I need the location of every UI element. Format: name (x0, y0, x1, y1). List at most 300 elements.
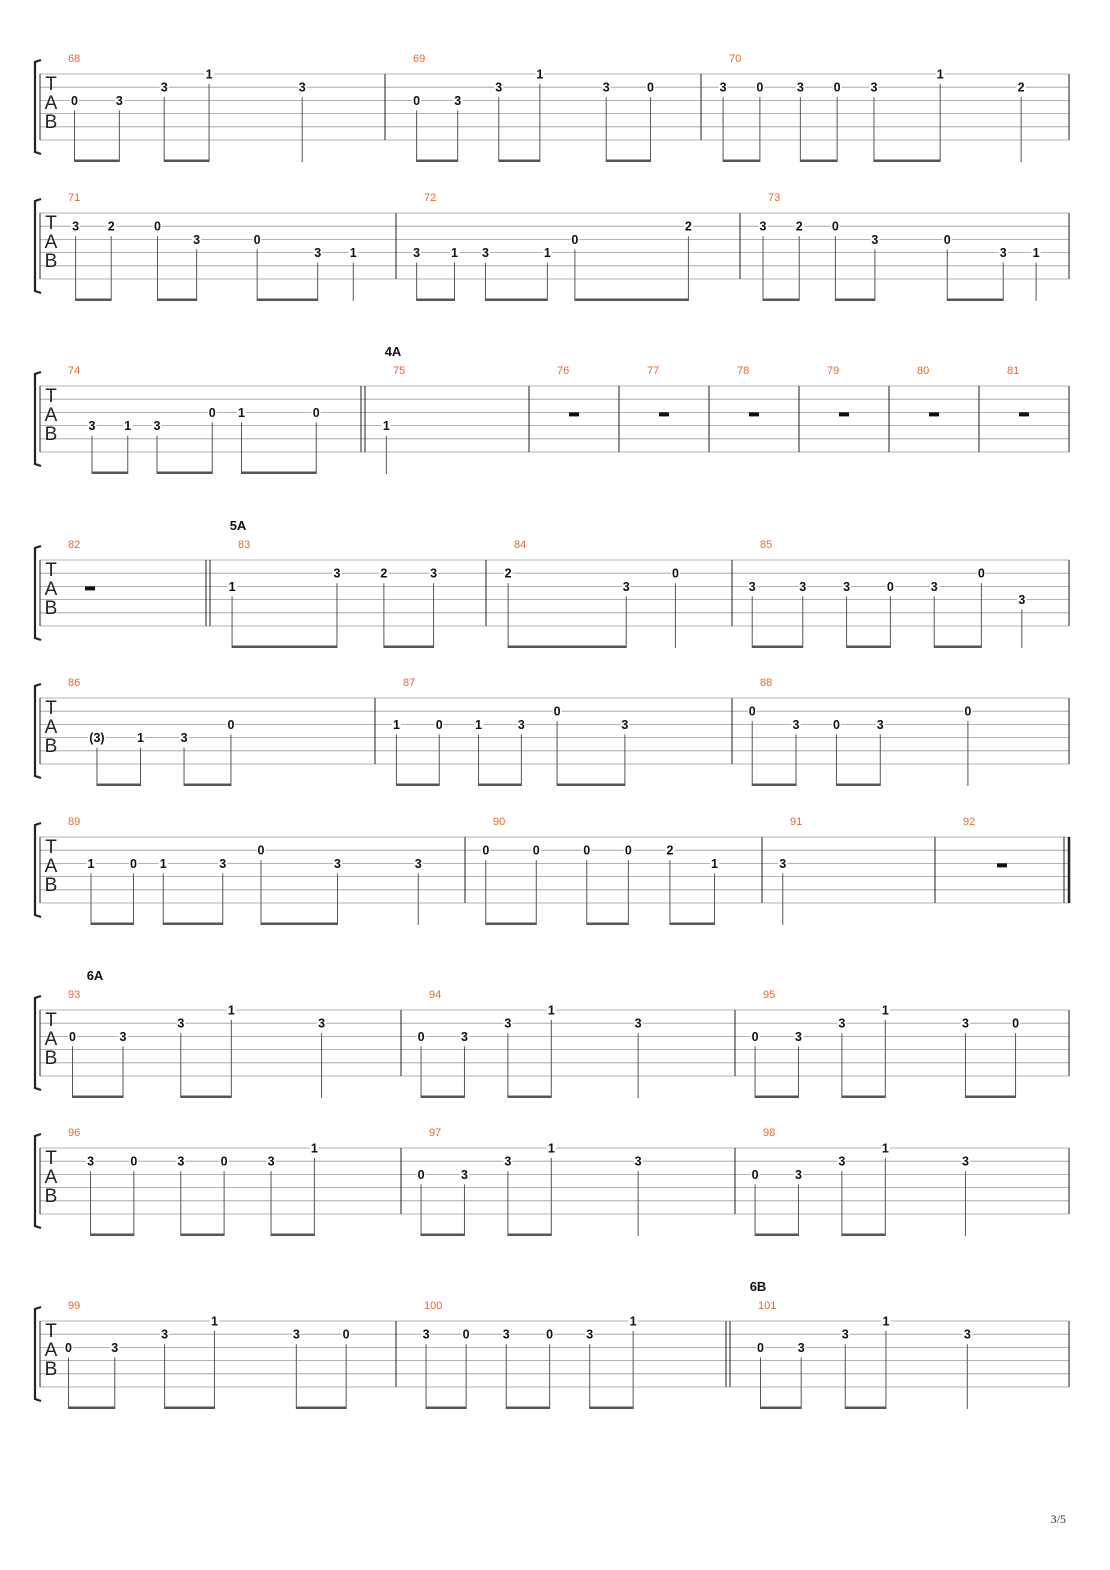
fret-number[interactable]: 3 (193, 232, 201, 247)
fret-number[interactable]: 0 (482, 843, 490, 858)
fret-number[interactable]: 1 (87, 856, 95, 871)
measure-81 (1007, 365, 1029, 416)
fret-number[interactable]: 2 (107, 219, 115, 234)
measure-88 (748, 677, 973, 786)
note-beam (670, 923, 715, 926)
fret-number[interactable]: 3 (634, 1154, 642, 1169)
fret-number[interactable]: 3 (88, 419, 96, 434)
fret-number[interactable]: 1 (543, 246, 551, 261)
fret-number[interactable]: 3 (961, 1016, 969, 1031)
whole-rest (85, 586, 95, 590)
fret-number[interactable]: 1 (137, 731, 144, 746)
note-beam (163, 923, 223, 926)
fret-number[interactable]: 0 (546, 1327, 554, 1342)
fret-number[interactable]: 0 (671, 566, 679, 581)
fret-number[interactable]: 3 (792, 717, 800, 732)
measure-number: 93 (68, 989, 81, 1001)
fret-number[interactable]: 0 (208, 405, 216, 420)
note-beam (508, 1096, 551, 1099)
fret-number[interactable]: 1 (382, 419, 390, 434)
fret-number[interactable]: 0 (832, 717, 840, 732)
fret-number[interactable]: 3 (634, 1016, 642, 1031)
measure-number: 71 (68, 192, 81, 204)
note-beam (763, 299, 799, 302)
fret-number[interactable]: 3 (495, 80, 503, 95)
note-beam (575, 299, 689, 302)
note-beam (508, 1234, 551, 1237)
fret-number[interactable]: 3 (460, 1167, 468, 1182)
measure-83 (228, 518, 438, 648)
fret-number[interactable]: 3 (930, 579, 938, 594)
measure-70 (719, 53, 1026, 162)
measure-93 (68, 968, 326, 1098)
note-beam (842, 1234, 885, 1237)
whole-rest (1019, 412, 1029, 416)
fret-number[interactable]: 1 (547, 1003, 555, 1018)
fret-number[interactable]: 3 (177, 1016, 185, 1031)
fret-number[interactable]: 1 (392, 717, 400, 732)
note-beam (421, 1234, 464, 1237)
note-beam (947, 299, 1003, 302)
fret-number[interactable]: 0 (435, 717, 443, 732)
note-beam (845, 1407, 886, 1410)
fret-number[interactable]: 1 (936, 67, 944, 82)
note-beam (242, 472, 317, 475)
fret-number[interactable]: 0 (71, 93, 78, 108)
measure-number: 78 (737, 365, 750, 377)
fret-number[interactable]: 3 (422, 1327, 430, 1342)
measure-number: 77 (647, 365, 660, 377)
fret-number[interactable]: 1 (310, 1141, 318, 1156)
measure-69 (412, 53, 655, 162)
note-beam (761, 1407, 802, 1410)
measure-number: 79 (827, 365, 840, 377)
measure-77 (647, 365, 669, 416)
fret-number[interactable]: 1 (475, 717, 483, 732)
fret-number[interactable]: 2 (1017, 80, 1025, 95)
tab-system (35, 518, 1069, 648)
fret-number[interactable]: 3 (153, 419, 161, 434)
fret-number[interactable]: 1 (547, 1141, 555, 1156)
note-beam (557, 784, 625, 787)
fret-number[interactable]: 3 (871, 232, 879, 247)
measure-99 (64, 1300, 351, 1409)
note-beam (157, 472, 212, 475)
note-beam (508, 646, 626, 649)
whole-rest (929, 412, 939, 416)
note-beam (874, 160, 940, 163)
tab-clef-b: B (44, 598, 58, 619)
measure-number: 82 (68, 539, 81, 551)
measure-74 (68, 365, 321, 474)
fret-number[interactable]: 0 (154, 219, 161, 234)
fret-number[interactable]: 3 (759, 219, 767, 234)
fret-number[interactable]: (3) (89, 731, 105, 746)
note-beam (261, 923, 338, 926)
measure-number: 72 (424, 192, 437, 204)
note-beam (752, 784, 796, 787)
fret-number[interactable]: 0 (964, 704, 972, 719)
note-beam (97, 784, 141, 787)
fret-number[interactable]: 3 (160, 80, 168, 95)
measure-number: 96 (68, 1127, 81, 1139)
fret-number[interactable]: 0 (130, 1154, 138, 1169)
section-label: 5A (229, 518, 247, 533)
fret-number[interactable]: 3 (298, 80, 306, 95)
tab-system (35, 192, 1069, 301)
fret-number[interactable]: 0 (624, 843, 632, 858)
fret-number[interactable]: 0 (833, 80, 841, 95)
fret-number[interactable]: 3 (314, 246, 322, 261)
fret-number[interactable]: 0 (553, 704, 561, 719)
fret-number[interactable]: 3 (870, 80, 878, 95)
note-beam (184, 784, 231, 787)
fret-number[interactable]: 0 (69, 1029, 76, 1044)
tab-clef-b: B (44, 1048, 58, 1069)
measure-number: 92 (963, 816, 976, 828)
fret-number[interactable]: 3 (333, 566, 341, 581)
fret-number[interactable]: 1 (1032, 246, 1040, 261)
fret-number[interactable]: 3 (797, 1340, 805, 1355)
fret-number[interactable]: 0 (130, 856, 137, 871)
fret-number[interactable]: 3 (621, 717, 629, 732)
fret-number[interactable]: 1 (124, 419, 132, 434)
whole-rest (569, 412, 579, 416)
measure-80 (917, 365, 939, 416)
note-beam (800, 160, 837, 163)
fret-number[interactable]: 2 (380, 566, 388, 581)
fret-number[interactable]: 3 (719, 80, 727, 95)
fret-number[interactable]: 0 (756, 80, 764, 95)
fret-number[interactable]: 1 (629, 1314, 637, 1329)
tab-system (35, 816, 1069, 925)
measure-number: 100 (424, 1300, 443, 1312)
note-beam (76, 299, 112, 302)
measure-number: 81 (1007, 365, 1020, 377)
measure-95 (751, 989, 1021, 1098)
measure-92 (963, 816, 1007, 867)
fret-number[interactable]: 1 (238, 405, 245, 420)
measure-number: 86 (68, 677, 81, 689)
fret-number[interactable]: 2 (666, 843, 674, 858)
fret-number[interactable]: 3 (161, 1327, 169, 1342)
note-beam (755, 1234, 798, 1237)
tab-clef-t: T (45, 1148, 57, 1169)
measure-number: 88 (760, 677, 773, 689)
fret-number[interactable]: 1 (205, 67, 213, 82)
section-label: 4A (384, 344, 402, 359)
whole-rest (749, 412, 759, 416)
fret-number[interactable]: 3 (841, 1327, 849, 1342)
tab-clef-a: A (44, 717, 58, 738)
note-beam (75, 160, 120, 163)
measure-78 (737, 365, 759, 416)
fret-number[interactable]: 1 (228, 579, 236, 594)
fret-number[interactable]: 1 (536, 67, 544, 82)
fret-number[interactable]: 0 (257, 843, 265, 858)
note-beam (91, 923, 134, 926)
note-beam (590, 1407, 633, 1410)
fret-number[interactable]: 3 (963, 1327, 971, 1342)
fret-number[interactable]: 1 (711, 856, 718, 871)
measure-97 (417, 1127, 643, 1236)
measure-number: 91 (790, 816, 803, 828)
note-beam (485, 299, 547, 302)
note-beam (723, 160, 760, 163)
fret-number[interactable]: 3 (180, 731, 188, 746)
tab-clef-a: A (44, 1167, 58, 1188)
measure-number: 89 (68, 816, 81, 828)
fret-number[interactable]: 3 (454, 93, 462, 108)
note-beam (835, 299, 874, 302)
tab-clef-a: A (44, 856, 58, 877)
measure-number: 98 (763, 1127, 776, 1139)
tab-clef-t: T (45, 386, 57, 407)
fret-number[interactable]: 3 (318, 1016, 326, 1031)
tab-system (35, 677, 1069, 786)
tab-clef-t: T (45, 837, 57, 858)
fret-number[interactable]: 3 (177, 1154, 185, 1169)
measure-94 (417, 989, 643, 1098)
tab-clef-b: B (44, 736, 58, 757)
note-beam (965, 1096, 1015, 1099)
fret-number[interactable]: 0 (417, 1029, 425, 1044)
measure-number: 73 (768, 192, 781, 204)
fret-number[interactable]: 3 (115, 93, 123, 108)
fret-number[interactable]: 3 (779, 856, 787, 871)
fret-number[interactable]: 0 (757, 1340, 764, 1355)
note-beam (836, 784, 880, 787)
measure-96 (68, 1127, 319, 1236)
tab-clef-b: B (44, 1359, 58, 1380)
fret-number[interactable]: 0 (417, 1167, 425, 1182)
measure-85 (748, 539, 1027, 648)
fret-number[interactable]: 3 (799, 579, 807, 594)
fret-number[interactable]: 3 (414, 856, 422, 871)
measure-number: 90 (493, 816, 506, 828)
fret-number[interactable]: 2 (504, 566, 512, 581)
tab-clef-a: A (44, 405, 58, 426)
measure-number: 99 (68, 1300, 81, 1312)
fret-number[interactable]: 0 (253, 232, 261, 247)
measure-number: 97 (429, 1127, 442, 1139)
tab-clef-t: T (45, 1321, 57, 1342)
measure-73 (759, 192, 1041, 301)
fret-number[interactable]: 3 (504, 1016, 512, 1031)
fret-number[interactable]: 3 (586, 1327, 594, 1342)
fret-number[interactable]: 0 (65, 1340, 72, 1355)
measure-91 (778, 816, 802, 925)
note-beam (396, 784, 439, 787)
fret-number[interactable]: 2 (684, 219, 692, 234)
section-label: 6A (86, 968, 104, 983)
tab-clef-t: T (45, 1010, 57, 1031)
fret-number[interactable]: 1 (881, 1003, 889, 1018)
note-beam (164, 160, 209, 163)
note-beam (384, 646, 434, 649)
measure-number: 83 (238, 539, 251, 551)
note-beam (752, 646, 803, 649)
whole-rest (659, 412, 669, 416)
tab-clef-t: T (45, 560, 57, 581)
note-beam (165, 1407, 215, 1410)
note-beam (296, 1407, 346, 1410)
fret-number[interactable]: 0 (583, 843, 591, 858)
fret-number[interactable]: 0 (751, 1029, 759, 1044)
fret-number[interactable]: 0 (571, 232, 579, 247)
fret-number[interactable]: 0 (751, 1167, 759, 1182)
fret-number[interactable]: 0 (462, 1327, 470, 1342)
measure-101 (750, 1279, 972, 1409)
fret-number[interactable]: 3 (219, 856, 227, 871)
fret-number[interactable]: 0 (977, 566, 985, 581)
fret-number[interactable]: 3 (72, 219, 80, 234)
fret-number[interactable]: 3 (517, 717, 525, 732)
tab-clef-a: A (44, 232, 58, 253)
note-beam (232, 646, 337, 649)
note-beam (417, 160, 458, 163)
measure-number: 87 (403, 677, 416, 689)
fret-number[interactable]: 3 (430, 566, 438, 581)
measure-82 (68, 539, 95, 590)
fret-number[interactable]: 3 (292, 1327, 300, 1342)
note-beam (271, 1234, 314, 1237)
fret-number[interactable]: 3 (794, 1029, 802, 1044)
tab-clef-a: A (44, 1029, 58, 1050)
note-beam (934, 646, 981, 649)
fret-number[interactable]: 3 (622, 579, 630, 594)
fret-number[interactable]: 1 (159, 856, 167, 871)
fret-number[interactable]: 3 (111, 1340, 119, 1355)
fret-number[interactable]: 3 (1018, 593, 1026, 608)
tab-clef-a: A (44, 93, 58, 114)
fret-number[interactable]: 2 (795, 219, 803, 234)
tab-clef-b: B (44, 251, 58, 272)
fret-number[interactable]: 3 (794, 1167, 802, 1182)
fret-number[interactable]: 0 (312, 405, 320, 420)
fret-number[interactable]: 1 (349, 246, 357, 261)
note-beam (606, 160, 650, 163)
measure-87 (392, 677, 629, 786)
note-beam (426, 1407, 466, 1410)
note-beam (157, 299, 196, 302)
fret-number[interactable]: 3 (504, 1154, 512, 1169)
note-beam (755, 1096, 798, 1099)
measure-number: 68 (68, 53, 81, 65)
fret-number[interactable]: 3 (502, 1327, 510, 1342)
note-beam (506, 1407, 549, 1410)
measure-79 (827, 365, 849, 416)
fret-number[interactable]: 0 (646, 80, 654, 95)
measure-90 (481, 816, 719, 925)
note-beam (257, 299, 318, 302)
tab-system (35, 968, 1069, 1098)
note-beam (417, 299, 455, 302)
measure-number: 101 (758, 1300, 777, 1312)
fret-number[interactable]: 0 (748, 704, 756, 719)
fret-number[interactable]: 3 (876, 717, 884, 732)
fret-number[interactable]: 3 (460, 1029, 468, 1044)
fret-number[interactable]: 3 (838, 1154, 846, 1169)
fret-number[interactable]: 0 (1012, 1016, 1020, 1031)
measure-98 (751, 1127, 970, 1236)
measure-number: 75 (393, 365, 406, 377)
fret-number[interactable]: 0 (943, 232, 951, 247)
page-number: 3/5 (1050, 1512, 1066, 1526)
measure-76 (557, 365, 579, 416)
note-beam (587, 923, 629, 926)
fret-number[interactable]: 0 (342, 1327, 350, 1342)
note-beam (421, 1096, 464, 1099)
fret-number[interactable]: 3 (961, 1154, 969, 1169)
tab-clef-t: T (45, 698, 57, 719)
note-beam (486, 923, 536, 926)
measure-number: 70 (729, 53, 742, 65)
fret-number[interactable]: 3 (843, 579, 851, 594)
fret-number[interactable]: 1 (882, 1314, 890, 1329)
fret-number[interactable]: 3 (999, 246, 1007, 261)
note-beam (68, 1407, 114, 1410)
fret-number[interactable]: 0 (831, 219, 839, 234)
tab-clef-t: T (45, 74, 57, 95)
tab-clef-b: B (44, 424, 58, 445)
fret-number[interactable]: 1 (881, 1141, 889, 1156)
fret-number[interactable]: 0 (227, 717, 235, 732)
note-beam (91, 1234, 134, 1237)
fret-number[interactable]: 3 (413, 246, 421, 261)
tab-system (35, 1127, 1069, 1236)
fret-number[interactable]: 0 (413, 93, 421, 108)
note-beam (181, 1096, 232, 1099)
measure-number: 76 (557, 365, 570, 377)
note-beam (92, 472, 128, 475)
note-beam (181, 1234, 224, 1237)
fret-number[interactable]: 1 (210, 1314, 218, 1329)
measure-100 (422, 1300, 638, 1409)
section-label: 6B (749, 1279, 767, 1294)
fret-number[interactable]: 3 (602, 80, 610, 95)
fret-number[interactable]: 3 (796, 80, 804, 95)
fret-number[interactable]: 3 (838, 1016, 846, 1031)
measure-84 (504, 539, 680, 648)
fret-number[interactable]: 0 (886, 579, 894, 594)
tab-clef-a: A (44, 1340, 58, 1361)
fret-number[interactable]: 3 (87, 1154, 95, 1169)
tab-clef-t: T (45, 213, 57, 234)
measure-68 (68, 53, 307, 162)
fret-number[interactable]: 3 (334, 856, 341, 871)
measure-number: 80 (917, 365, 930, 377)
note-beam (479, 784, 522, 787)
note-beam (847, 646, 891, 649)
measure-71 (68, 192, 358, 301)
tab-system (35, 53, 1069, 162)
tab-clef-b: B (44, 875, 58, 896)
note-beam (72, 1096, 123, 1099)
note-beam (499, 160, 540, 163)
fret-number[interactable]: 1 (451, 246, 458, 261)
tab-clef-b: B (44, 112, 58, 133)
tab-system (35, 344, 1069, 474)
fret-number[interactable]: 3 (119, 1029, 127, 1044)
fret-number[interactable]: 3 (481, 246, 489, 261)
fret-number[interactable]: 3 (267, 1154, 275, 1169)
fret-number[interactable]: 0 (532, 843, 540, 858)
fret-number[interactable]: 1 (227, 1003, 235, 1018)
fret-number[interactable]: 3 (748, 579, 756, 594)
fret-number[interactable]: 0 (220, 1154, 228, 1169)
measure-number: 85 (760, 539, 773, 551)
